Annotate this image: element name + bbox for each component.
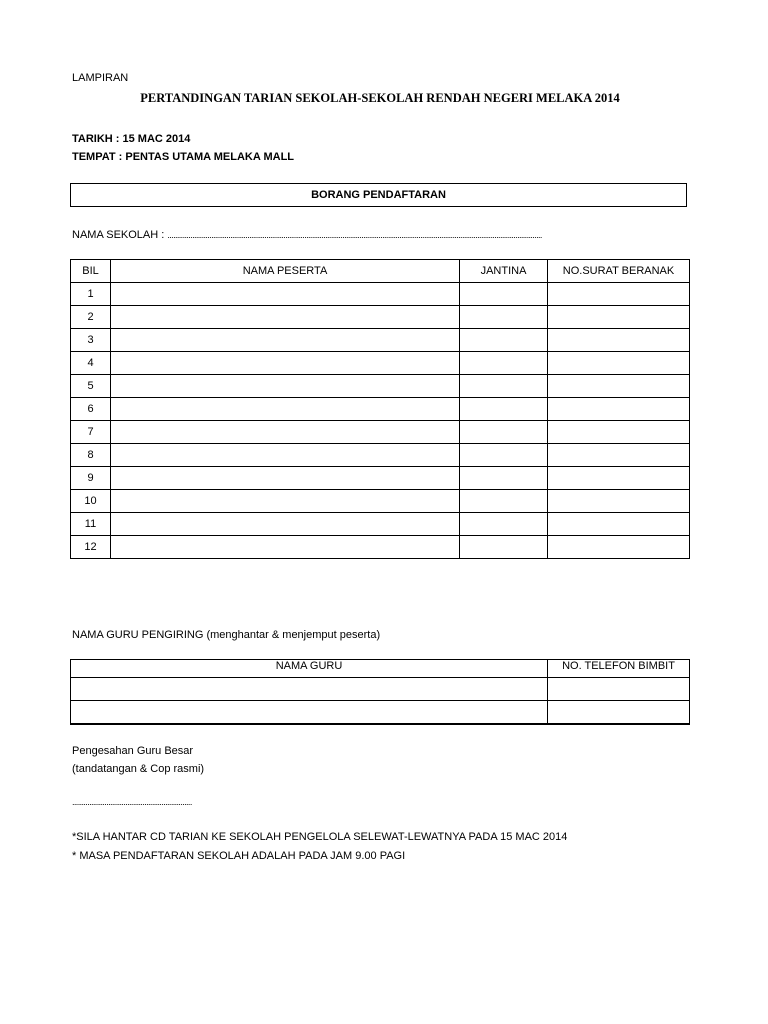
nama-sekolah-dotted-line[interactable]: ..................................................................................................................................................................................................... [167,230,542,240]
peserta-table [70,259,690,559]
jantina-cell[interactable] [460,467,548,490]
bil-cell: 6 [71,398,111,421]
bil-cell: 7 [71,421,111,444]
guru-table [70,659,690,725]
nama-peserta-cell[interactable] [111,329,460,352]
bil-cell: 10 [71,490,111,513]
tarikh-line: TARIKH : 15 MAC 2014 [72,133,191,145]
bil-cell: 5 [71,375,111,398]
table-row [71,467,690,490]
header-jantina: JANTINA [460,260,548,283]
tempat-line: TEMPAT : PENTAS UTAMA MELAKA MALL [72,151,295,163]
no-surat-beranak-cell[interactable] [548,513,690,536]
signature-line[interactable]: ............................................................... [72,797,192,807]
borang-pendaftaran-box [70,183,687,207]
no-surat-beranak-cell[interactable] [548,398,690,421]
bil-cell: 12 [71,536,111,559]
nama-peserta-cell[interactable] [111,352,460,375]
jantina-cell[interactable] [460,421,548,444]
nama-peserta-cell[interactable] [111,306,460,329]
guru-table-header-row [71,660,690,678]
bil-cell: 2 [71,306,111,329]
no-surat-beranak-cell[interactable] [548,352,690,375]
lampiran-label: LAMPIRAN [72,72,129,84]
jantina-cell[interactable] [460,352,548,375]
table-row [71,536,690,559]
nama-guru-cell[interactable] [71,701,548,725]
table-row [71,283,690,306]
header-bil: BIL [71,260,111,283]
jantina-cell[interactable] [460,375,548,398]
nama-peserta-cell[interactable] [111,490,460,513]
no-surat-beranak-cell[interactable] [548,490,690,513]
no-surat-beranak-cell[interactable] [548,467,690,490]
nama-sekolah-field[interactable] [72,229,542,241]
jantina-cell[interactable] [460,306,548,329]
table-row [71,490,690,513]
no-surat-beranak-cell[interactable] [548,536,690,559]
header-no-telefon: NO. TELEFON BIMBIT [548,660,690,678]
nama-peserta-cell[interactable] [111,536,460,559]
nama-guru-cell[interactable] [71,678,548,701]
table-row [71,329,690,352]
no-surat-beranak-cell[interactable] [548,283,690,306]
bil-cell: 4 [71,352,111,375]
jantina-cell[interactable] [460,444,548,467]
document-title: PERTANDINGAN TARIAN SEKOLAH-SEKOLAH RENDAH NEGERI MELAKA 2014 [140,91,620,105]
header-no-surat-beranak: NO.SURAT BERANAK [548,260,690,283]
table-row [71,375,690,398]
table-row [71,306,690,329]
no-telefon-cell[interactable] [548,701,690,725]
bil-cell: 11 [71,513,111,536]
no-surat-beranak-cell[interactable] [548,375,690,398]
nama-peserta-cell[interactable] [111,283,460,306]
nama-peserta-cell[interactable] [111,513,460,536]
jantina-cell[interactable] [460,329,548,352]
table-row [71,398,690,421]
nama-peserta-cell[interactable] [111,398,460,421]
no-surat-beranak-cell[interactable] [548,329,690,352]
tandatangan-label: (tandatangan & Cop rasmi) [72,763,205,775]
note-cd-tarian: *SILA HANTAR CD TARIAN KE SEKOLAH PENGELOLA SELEWAT-LEWATNYA PADA 15 MAC 2014 [72,831,568,843]
jantina-cell[interactable] [460,398,548,421]
no-surat-beranak-cell[interactable] [548,421,690,444]
peserta-table-header-row [71,260,690,283]
table-row [71,513,690,536]
table-row [71,444,690,467]
table-row [71,678,690,701]
jantina-cell[interactable] [460,490,548,513]
no-surat-beranak-cell[interactable] [548,444,690,467]
pengesahan-label: Pengesahan Guru Besar [72,745,194,757]
bil-cell: 1 [71,283,111,306]
table-row [71,421,690,444]
guru-pengiring-label: NAMA GURU PENGIRING (menghantar & menjemput peserta) [72,629,381,641]
nama-peserta-cell[interactable] [111,421,460,444]
nama-peserta-cell[interactable] [111,444,460,467]
table-row [71,701,690,725]
jantina-cell[interactable] [460,283,548,306]
bil-cell: 9 [71,467,111,490]
nama-peserta-cell[interactable] [111,375,460,398]
table-row [71,352,690,375]
jantina-cell[interactable] [460,513,548,536]
bil-cell: 3 [71,329,111,352]
header-nama-peserta: NAMA PESERTA [111,260,460,283]
no-telefon-cell[interactable] [548,678,690,701]
header-nama-guru: NAMA GURU [71,660,548,678]
nama-sekolah-label: NAMA SEKOLAH : [72,229,165,241]
peserta-table-body [71,283,690,559]
note-masa-pendaftaran: * MASA PENDAFTARAN SEKOLAH ADALAH PADA JAM 9.00 PAGI [72,850,406,862]
bil-cell: 8 [71,444,111,467]
nama-peserta-cell[interactable] [111,467,460,490]
jantina-cell[interactable] [460,536,548,559]
no-surat-beranak-cell[interactable] [548,306,690,329]
borang-pendaftaran-title: BORANG PENDAFTARAN [311,189,446,201]
